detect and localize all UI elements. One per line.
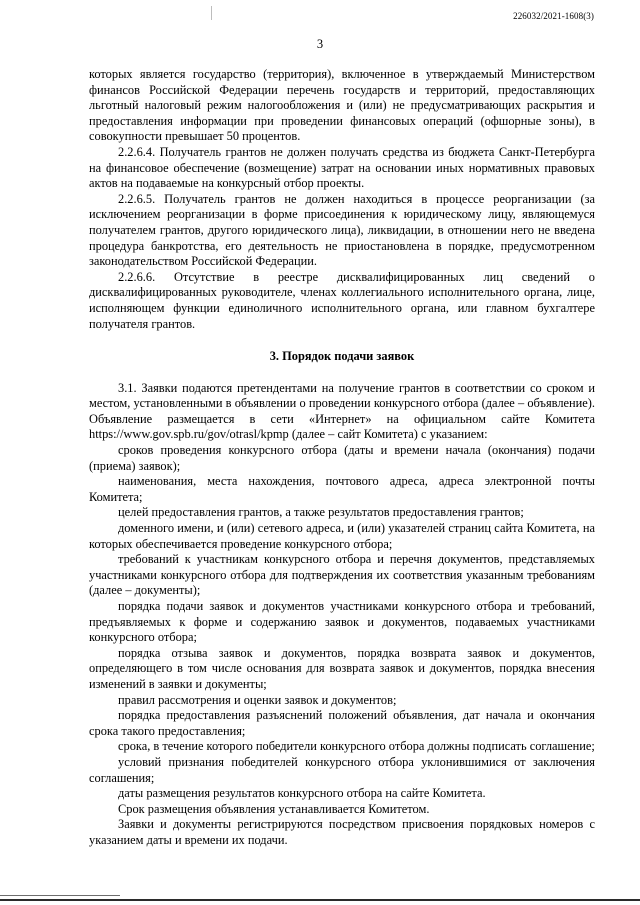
list-item: порядка отзыва заявок и документов, порядка возврата заявок и документов, определяющего в том числе основания для возврата заявок и документов, порядка внесения изменений в заявки и документы; <box>89 645 595 691</box>
list-item: порядка подачи заявок и документов участниками конкурсного отбора и требований, предъявляемых к форме и содержанию заявок и документов, подаваемых участниками конкурсного отбора; <box>89 599 595 645</box>
list-item: сроков проведения конкурсного отбора (даты и времени начала (окончания) подачи (приема) заявок); <box>89 443 595 473</box>
paragraph-continuation: которых является государство (территория), включенное в утверждаемый Министерством финансов Российской Федерации перечень государств и территорий, предоставляющих льготный налоговый режим налогообложения и (или) не предусматривающих раскрытия и предоставления информации при проведении финансовых операций (офшорные зоны), в совокупности превышает 50 процентов. <box>89 67 595 144</box>
document-id: 226032/2021-1608(3) <box>513 11 594 21</box>
list-item: даты размещения результатов конкурсного отбора на сайте Комитета. <box>118 786 486 801</box>
document-body <box>89 67 595 849</box>
paragraph-deadline: Срок размещения объявления устанавливается Комитетом. <box>118 801 430 816</box>
paragraph-2-2-6-6: 2.2.6.6. Отсутствие в реестре дисквалифицированных лиц сведений о дисквалифицированных руководителе, членах коллегиального исполнительного органа, лице, исполняющем функции единоличного исполнительного органа, или главном бухгалтере получателя грантов. <box>89 269 595 331</box>
page-number: 3 <box>316 37 324 51</box>
list-item: порядка предоставления разъяснений положений объявления, дат начала и окончания срока такого предоставления; <box>89 708 595 738</box>
list-item: требований к участникам конкурсного отбора и перечня документов, представляемых участниками конкурсного отбора для подтверждения их соответствия указанным требованиям (далее – документы); <box>89 552 595 598</box>
list-item: целей предоставления грантов, а также результатов предоставления грантов; <box>118 505 524 520</box>
page-bottom-edge <box>0 899 640 901</box>
section-title: 3. Порядок подачи заявок <box>269 349 415 364</box>
list-item: срока, в течение которого победители конкурсного отбора должны подписать соглашение; <box>118 739 595 754</box>
list-item: правил рассмотрения и оценки заявок и документов; <box>118 692 397 707</box>
list-item: доменного имени, и (или) сетевого адреса, и (или) указателей страниц сайта Комитета, на которых обеспечивается проведение конкурсного отбора; <box>89 521 595 551</box>
list-item: наименования, места нахождения, почтового адреса, адреса электронной почты Комитета; <box>89 474 595 504</box>
paragraph-3-1: 3.1. Заявки подаются претендентами на получение грантов в соответствии со сроком и местом, установленными в объявлении о проведении конкурсного отбора (далее – объявление). Объявление размещается в сети «Интернет» на официальном сайте Комитета https://www.gov.spb.ru/gov/otrasl/kpmp (далее – сайт Комитета) с указанием: <box>89 380 595 442</box>
scan-artifact <box>211 6 212 20</box>
paragraph-2-2-6-4: 2.2.6.4. Получатель грантов не должен получать средства из бюджета Санкт-Петербурга на финансовое обеспечение (возмещение) затрат на основании иных нормативных правовых актов на подаваемые на конкурсный отбор проекты. <box>89 144 595 191</box>
list-item: условий признания победителей конкурсного отбора уклонившимися от заключения соглашения; <box>89 754 595 785</box>
paragraph-2-2-6-5: 2.2.6.5. Получатель грантов не должен находиться в процессе реорганизации (за исключением реорганизации в форме присоединения к юридическому лицу, являющемуся получателем грантов, другого юридического лица), ликвидации, в отношении него не введена процедура банкротства, его деятельность не приостановлена в порядке, предусмотренном законодательством Российской Федерации. <box>89 191 595 269</box>
scan-edge-line <box>0 895 120 896</box>
paragraph-registration: Заявки и документы регистрируются посредством присвоения порядковых номеров с указанием даты и времени их подачи. <box>89 817 595 847</box>
